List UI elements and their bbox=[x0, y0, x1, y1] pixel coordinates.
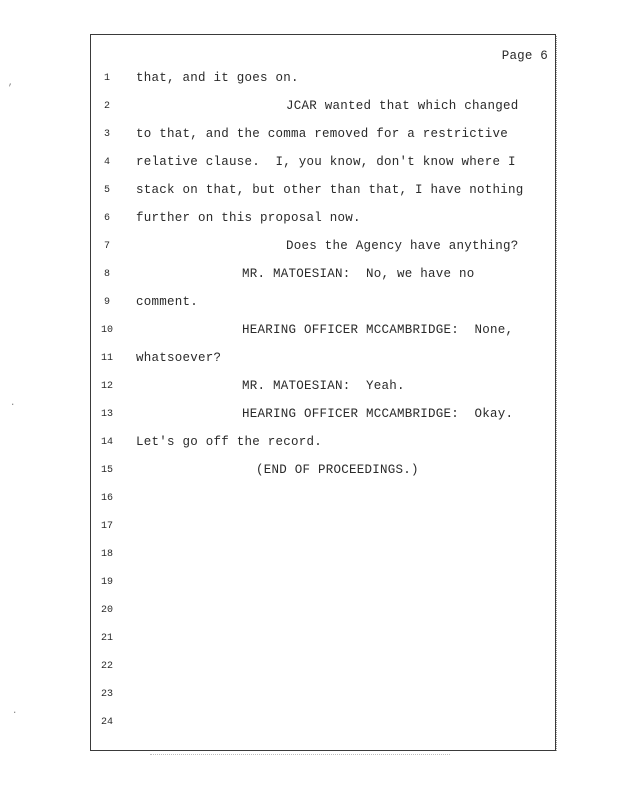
line-number: 10 bbox=[100, 325, 113, 336]
transcript-line bbox=[0, 101, 618, 129]
transcript-line bbox=[0, 325, 618, 353]
line-number: 20 bbox=[100, 605, 113, 616]
line-number: 13 bbox=[100, 409, 113, 420]
transcript-line bbox=[0, 353, 618, 381]
transcript-line bbox=[0, 605, 618, 633]
line-text: MR. MATOESIAN: No, we have no bbox=[242, 267, 475, 281]
scan-noise bbox=[150, 754, 450, 755]
line-number: 17 bbox=[100, 521, 113, 532]
line-text: further on this proposal now. bbox=[136, 211, 361, 225]
line-number: 12 bbox=[100, 381, 113, 392]
line-text: Does the Agency have anything? bbox=[286, 239, 519, 253]
line-text: JCAR wanted that which changed bbox=[286, 99, 519, 113]
line-number: 1 bbox=[103, 73, 110, 84]
line-text: to that, and the comma removed for a restrictive bbox=[136, 127, 509, 141]
line-number: 6 bbox=[103, 213, 110, 224]
transcript-line bbox=[0, 269, 618, 297]
transcript-line bbox=[0, 465, 618, 493]
transcript-line bbox=[0, 297, 618, 325]
line-text: stack on that, but other than that, I have nothing bbox=[136, 183, 524, 197]
line-text: comment. bbox=[136, 295, 199, 309]
line-number: 18 bbox=[100, 549, 113, 560]
transcript-line bbox=[0, 157, 618, 185]
line-number: 19 bbox=[100, 577, 113, 588]
line-text: that, and it goes on. bbox=[136, 71, 299, 85]
line-number: 21 bbox=[100, 633, 113, 644]
transcript-line bbox=[0, 129, 618, 157]
line-number: 11 bbox=[100, 353, 113, 364]
line-number: 22 bbox=[100, 661, 113, 672]
transcript-line bbox=[0, 381, 618, 409]
line-text: (END OF PROCEEDINGS.) bbox=[256, 463, 419, 477]
line-number: 3 bbox=[103, 129, 110, 140]
transcript-line bbox=[0, 185, 618, 213]
transcript-line bbox=[0, 633, 618, 661]
line-number: 23 bbox=[100, 689, 113, 700]
line-number: 4 bbox=[103, 157, 110, 168]
page-number-header: Page 6 bbox=[501, 49, 548, 63]
transcript-line bbox=[0, 241, 618, 269]
transcript-line bbox=[0, 521, 618, 549]
scan-speck: · bbox=[12, 708, 18, 718]
line-number: 5 bbox=[103, 185, 110, 196]
transcript-line bbox=[0, 577, 618, 605]
scan-speck: , bbox=[8, 78, 14, 88]
line-number: 7 bbox=[103, 241, 110, 252]
line-text: MR. MATOESIAN: Yeah. bbox=[242, 379, 405, 393]
line-text: HEARING OFFICER MCCAMBRIDGE: None, bbox=[242, 323, 514, 337]
transcript-line bbox=[0, 661, 618, 689]
line-text: relative clause. I, you know, don't know where I bbox=[136, 155, 516, 169]
transcript-line bbox=[0, 493, 618, 521]
scan-speck: . bbox=[10, 398, 16, 408]
line-number: 9 bbox=[103, 297, 110, 308]
transcript-line bbox=[0, 717, 618, 745]
line-number: 14 bbox=[100, 437, 113, 448]
line-text: whatsoever? bbox=[136, 351, 222, 365]
transcript-line bbox=[0, 437, 618, 465]
line-text: HEARING OFFICER MCCAMBRIDGE: Okay. bbox=[242, 407, 514, 421]
transcript-line bbox=[0, 73, 618, 101]
transcript-line bbox=[0, 409, 618, 437]
line-number: 2 bbox=[103, 101, 110, 112]
line-number: 15 bbox=[100, 465, 113, 476]
line-text: Let's go off the record. bbox=[136, 435, 323, 449]
transcript-line bbox=[0, 549, 618, 577]
line-number: 24 bbox=[100, 717, 113, 728]
transcript-line bbox=[0, 213, 618, 241]
line-number: 16 bbox=[100, 493, 113, 504]
transcript-line bbox=[0, 689, 618, 717]
line-number: 8 bbox=[103, 269, 110, 280]
